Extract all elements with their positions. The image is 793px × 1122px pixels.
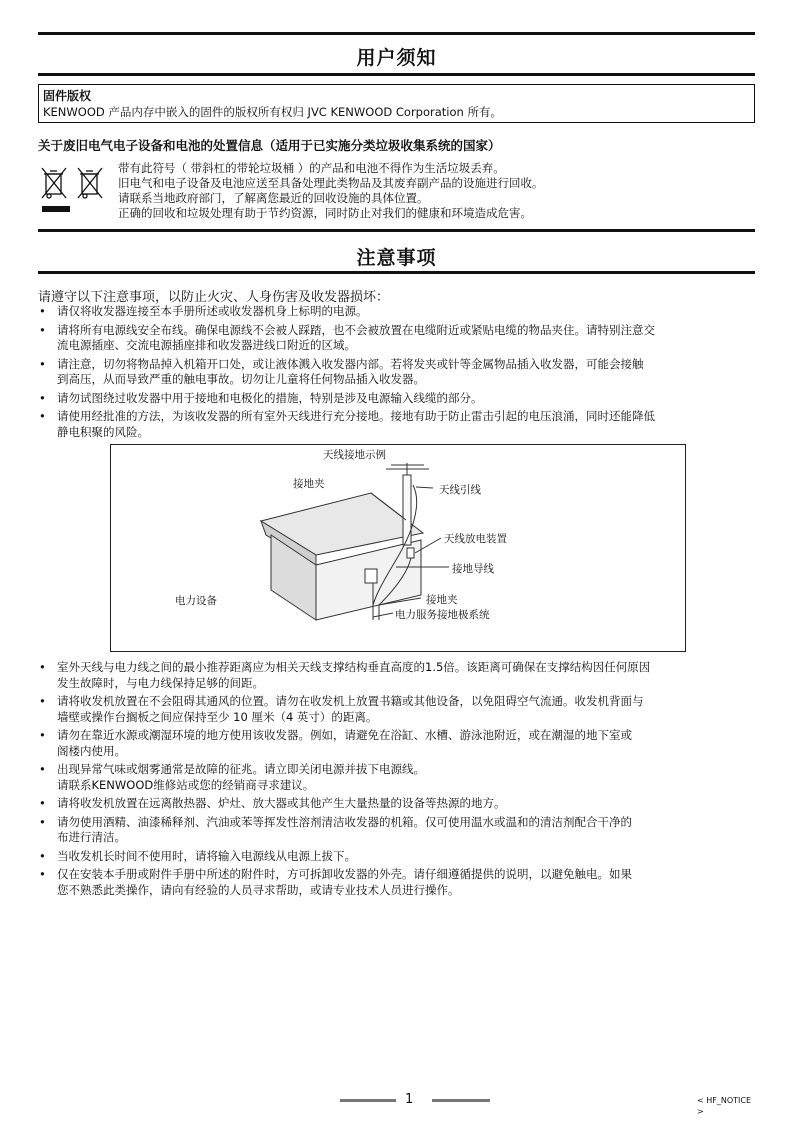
- precaution-text: 静电积聚的风险。: [57, 424, 149, 439]
- footer-bar-left: [340, 1099, 396, 1102]
- precautions-top-rule: [38, 229, 755, 232]
- precautions-list-bottom: [38, 660, 758, 901]
- weee-line: 请联系当地政府部门，了解离您最近的回收设施的具体位置。: [118, 191, 429, 205]
- precautions-title: 注意事项: [356, 247, 437, 269]
- precaution-text: 请注意，切勿将物品掉入机箱开口处，或让液体溅入收发器内部。若将发夹或针等金属物品插入收发器，可能会接触: [57, 356, 644, 371]
- precaution-text: 请将收发机放置在不会阻碍其通风的位置。请勿在收发机上放置书籍或其他设备，以免阻碍空气流通。收发机背面与: [57, 694, 644, 708]
- precautions-rule: [38, 271, 755, 274]
- precaution-text: 流电源插座、交流电源插座排和收发器进线口附近的区域。: [57, 338, 356, 352]
- label-discharge-unit: 天线放电装置: [444, 533, 507, 545]
- diagram-title: 天线接地示例: [323, 449, 386, 461]
- firmware-copyright-box: [38, 84, 755, 123]
- precaution-item: [38, 815, 758, 846]
- precaution-item: [38, 762, 758, 793]
- bullet-dot: •: [39, 694, 46, 708]
- bullet-dot: •: [39, 762, 46, 776]
- precaution-text: 请使用经批准的方法，为该收发器的所有室外天线进行充分接地。接地有助于防止雷击引起的电压浪涌，同时还能降低: [57, 409, 655, 423]
- label-ground-conductor: 接地导线: [452, 563, 494, 575]
- bullet-dot: •: [39, 390, 46, 405]
- precaution-text: 当收发机长时间不使用时，请将输入电源线从电源上拔下。: [57, 848, 356, 863]
- firmware-copyright-title: 固件版权: [43, 89, 92, 103]
- user-notice-rule: [38, 73, 755, 76]
- precaution-text: 室外天线与电力线之间的最小推荐距离应为相关天线支撑结构垂直高度的1.5倍。该距离可确保在支撑结构因任何原因: [57, 660, 651, 674]
- bullet-dot: •: [39, 848, 46, 863]
- precaution-text: 墙壁或操作台搁板之间应保持至少 10 厘米（4 英寸）的距离。: [57, 709, 378, 724]
- weee-disposal-text: [118, 161, 544, 221]
- precaution-text: 请将收发机放置在远离散热器、炉灶、放大器或其他产生大量热量的设备等热源的地方。: [57, 796, 506, 810]
- precaution-text: 发生故障时，与电力线保持足够的间距。: [57, 675, 264, 690]
- precautions-intro: 请遵守以下注意事项，以防止火灾、人身伤害及收发器损坏：: [38, 290, 390, 305]
- footer-ref-line: >: [697, 1107, 704, 1116]
- page-number: 1: [405, 1092, 414, 1107]
- footer-ref-line: < HF_NOTICE: [697, 1096, 752, 1105]
- bullet-dot: •: [39, 356, 46, 371]
- weee-line: 旧电气和电子设备及电池应送至具备处理此类物品及其废弃副产品的设施进行回收。: [118, 176, 544, 190]
- label-ground-clamp-bottom: 接地夹: [426, 594, 458, 606]
- weee-disposal-title: 关于废旧电气电子设备和电池的处置信息（适用于已实施分类垃圾收集系统的国家）: [38, 138, 501, 153]
- precaution-item: [38, 357, 758, 388]
- precaution-text: 到高压，从而导致严重的触电事故。切勿让儿童将任何物品插入收发器。: [57, 372, 425, 386]
- bullet-dot: •: [39, 409, 46, 423]
- label-ground-clamp-top: 接地夹: [293, 478, 325, 490]
- precaution-item: [38, 409, 758, 440]
- precaution-item: [38, 796, 758, 812]
- antenna-grounding-diagram: [110, 444, 686, 652]
- crossed-out-wheeled-bin-icon: [40, 166, 110, 216]
- precaution-text: 请勿在靠近水源或潮湿环境的地方使用该收发器。例如，请避免在浴缸、水槽、游泳池附近，或在潮湿的地下室或: [57, 728, 632, 742]
- label-antenna-lead: 天线引线: [439, 484, 481, 496]
- precaution-item: [38, 391, 758, 407]
- bullet-dot: •: [39, 867, 46, 881]
- precaution-text: 您不熟悉此类操作，请向有经验的人员寻求帮助，或请专业技术人员进行操作。: [57, 882, 460, 897]
- firmware-copyright-text: KENWOOD 产品内存中嵌入的固件的版权所有权归 JVC KENWOOD Corporation 所有。: [43, 105, 502, 119]
- label-power-grounding: 电力服务接地极系统: [395, 609, 490, 621]
- precaution-text: 出现异常气味或烟雾通常是故障的征兆。请立即关闭电源并拔下电源线。: [57, 762, 425, 776]
- precaution-text: 布进行清洁。: [57, 830, 126, 844]
- bullet-dot: •: [39, 660, 46, 674]
- bullet-dot: •: [39, 322, 46, 337]
- weee-line: 带有此符号（ 带斜杠的带轮垃圾桶 ）的产品和电池不得作为生活垃圾丢弃。: [118, 161, 505, 175]
- precaution-text: 请将所有电源线安全布线。确保电源线不会被人踩踏，也不会被放置在电缆附近或紧贴电缆的物品夹住。请特别注意交: [57, 322, 655, 337]
- precaution-item: [38, 867, 758, 898]
- precaution-item: [38, 849, 758, 865]
- bullet-dot: •: [39, 796, 46, 810]
- precaution-text: 阁楼内使用。: [57, 743, 126, 758]
- precaution-item: [38, 660, 758, 691]
- bullet-dot: •: [39, 304, 46, 318]
- precaution-item: [38, 728, 758, 759]
- precaution-item: [38, 694, 758, 725]
- precautions-list-top: [38, 304, 758, 443]
- label-electric-equipment: 电力设备: [175, 595, 217, 607]
- precaution-text: 请仅将收发器连接至本手册所述或收发器机身上标明的电源。: [57, 304, 368, 318]
- precaution-text: 请勿使用酒精、油漆稀释剂、汽油或苯等挥发性溶剂清洁收发器的机箱。仅可使用温水或温和的清洁剂配合干净的: [57, 814, 632, 829]
- precaution-text: 请勿试图绕过收发器中用于接地和电极化的措施，特别是涉及电源输入线缆的部分。: [57, 390, 483, 405]
- precaution-item: [38, 304, 758, 320]
- bullet-dot: •: [39, 814, 46, 829]
- precaution-item: [38, 323, 758, 354]
- user-notice-title: 用户须知: [356, 47, 437, 69]
- weee-line: 正确的回收和垃圾处理有助于节约资源，同时防止对我们的健康和环境造成危害。: [118, 206, 532, 220]
- precaution-text: 请联系KENWOOD维修站或您的经销商寻求建议。: [57, 777, 315, 792]
- footer-bar-right: [432, 1099, 490, 1102]
- bullet-dot: •: [39, 728, 46, 742]
- precaution-text: 仅在安装本手册或附件手册中所述的附件时，方可拆卸收发器的外壳。请仔细遵循提供的说明，以避免触电。如果: [57, 867, 632, 881]
- footer-reference: [697, 1095, 751, 1117]
- top-rule: [38, 32, 755, 35]
